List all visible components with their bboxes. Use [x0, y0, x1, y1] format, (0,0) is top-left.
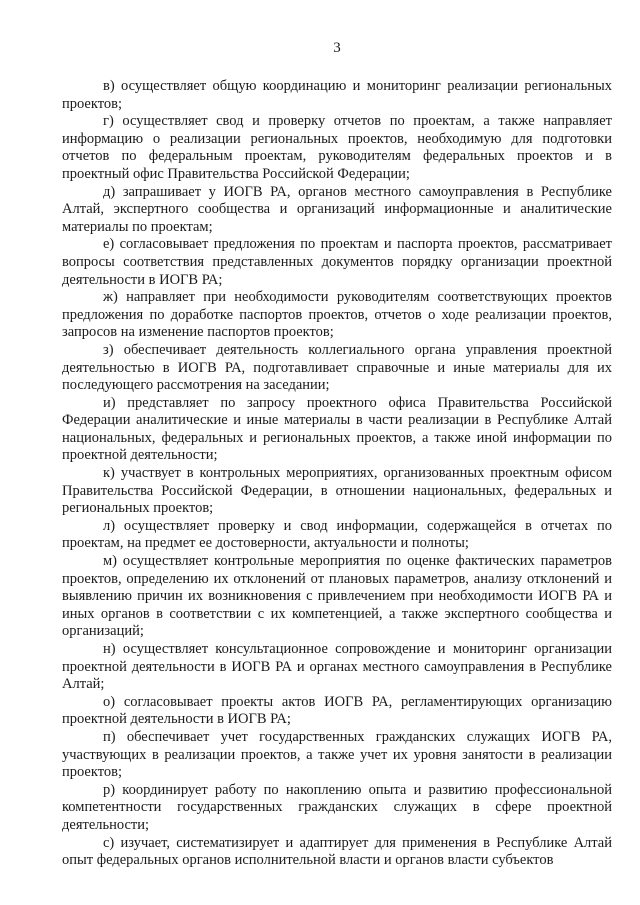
list-item-o: о) согласовывает проекты актов ИОГВ РА, регламентирующих организацию проектной деятельности в ИОГВ РА; — [62, 693, 612, 728]
list-item-p: п) обеспечивает учет государственных гражданских служащих ИОГВ РА, участвующих в реализации проектов, а также учет их уровня занятости в реализации проектов; — [62, 728, 612, 781]
list-item-s: с) изучает, систематизирует и адаптирует для применения в Республике Алтай опыт федеральных органов исполнительной власти и органов власти субъектов — [62, 834, 612, 869]
list-item-r: р) координирует работу по накоплению опыта и развитию профессиональной компетентности государственных гражданских служащих в сфере проектной деятельности; — [62, 781, 612, 833]
list-item-l: л) осуществляет проверку и свод информации, содержащейся в отчетах по проектам, на предмет ее достоверности, актуальности и полноты; — [62, 517, 612, 552]
list-item-e: е) согласовывает предложения по проектам и паспорта проектов, рассматривает вопросы соответствия представленных документов порядку организации проектной деятельности в ИОГВ РА; — [62, 236, 612, 288]
list-item-n: н) осуществляет консультационное сопровождение и мониторинг организации проектной деятельности в ИОГВ РА и органах местного самоуправления в Республике Алтай; — [62, 641, 612, 693]
page-number: 3 — [333, 40, 341, 56]
list-item-zh: ж) направляет при необходимости руководителям соответствующих проектов предложения по доработке паспортов проектов, отчетов о ходе реализации проектов, запросов на изменение паспортов проектов; — [62, 289, 612, 341]
list-item-k: к) участвует в контрольных мероприятиях, организованных проектным офисом Правительства Российской Федерации, в отношении национальных, федеральных и региональных проектов; — [62, 465, 612, 517]
list-item-g: г) осуществляет свод и проверку отчетов по проектам, а также направляет информацию о реализации региональных проектов, необходимую для подготовки отчетов по федеральным проектам, руководителям федеральных проектов и в проектный офис Правительства Российской Федерации; — [62, 113, 612, 182]
list-item-m: м) осуществляет контрольные мероприятия по оценке фактических параметров проектов, определению их отклонений от плановых параметров, анализу отклонений и выявлению причин их возникновения с привлечением при необходимости ИОГВ РА и иных органов в соответствии с их компетенцией, а также экспертного сообщества и организаций; — [62, 553, 612, 640]
list-item-z: з) обеспечивает деятельность коллегиального органа управления проектной деятельностью в ИОГВ РА, подготавливает справочные и иные материалы для их последующего рассмотрения на заседании; — [62, 341, 612, 394]
list-item-i: и) представляет по запросу проектного офиса Правительства Российской Федерации аналитические и иные материалы в части реализации в Республике Алтай национальных, федеральных и региональных проектов, а также иной информации по проектной деятельности; — [62, 394, 612, 464]
list-item-d: д) запрашивает у ИОГВ РА, органов местного самоуправления в Республике Алтай, экспертного сообщества и организаций информационные и аналитические материалы по проектам; — [62, 183, 612, 235]
duties-list — [62, 78, 612, 870]
list-item-v: в) осуществляет общую координацию и мониторинг реализации региональных проектов; — [62, 78, 612, 112]
